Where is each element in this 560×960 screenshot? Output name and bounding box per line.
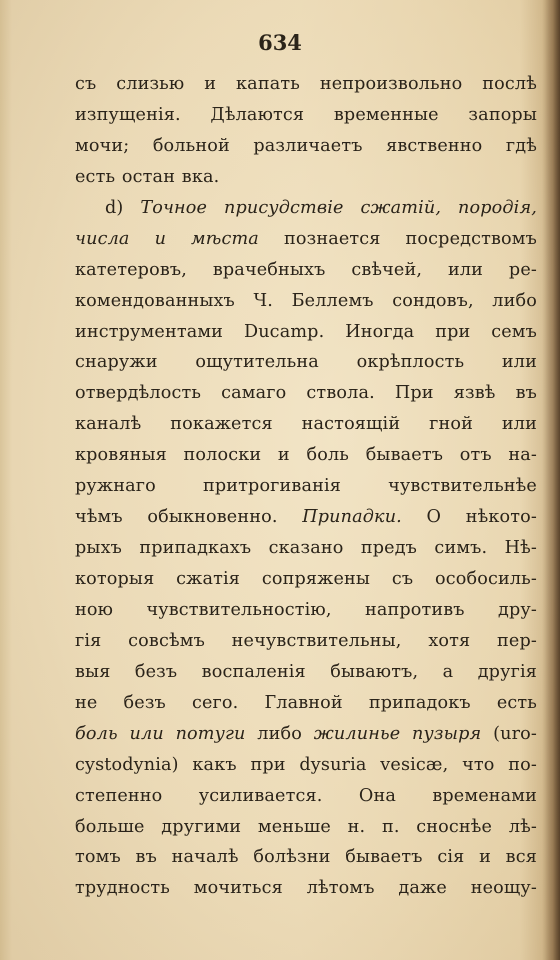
text-line (75, 595, 537, 626)
text-line (75, 162, 537, 193)
text-segment: каналѣ покажется настоящій гной или (75, 414, 537, 435)
text-line (75, 100, 537, 131)
text-line (75, 842, 537, 873)
text-line (75, 873, 537, 904)
text-segment: томъ въ началѣ болѣзни бываетъ сія и вся (75, 847, 537, 868)
text-segment: либо (245, 723, 314, 744)
text-line (75, 812, 537, 843)
text-segment: изпущенія. Дѣлаются временные запоры (75, 104, 537, 125)
text-line (75, 224, 537, 255)
text-line (75, 378, 537, 409)
text-segment: выя безъ воспаленія бываютъ, а другія (75, 661, 537, 682)
italic-text: Припадки. (302, 507, 402, 528)
text-line (75, 564, 537, 595)
text-line (75, 317, 537, 348)
text-segment: степенно усиливается. Она временами (75, 785, 537, 806)
text-segment: больше другими меньше н. п. сноснѣе лѣ- (75, 816, 537, 837)
text-line (75, 502, 537, 533)
text-segment: О нѣкото- (401, 507, 537, 528)
text-segment: cystodynia) какъ при dysuria vesicæ, что по- (75, 754, 537, 775)
text-segment: гія совсѣмъ нечувствительны, хотя пер- (75, 630, 537, 651)
text-line (75, 471, 537, 502)
text-line (75, 626, 537, 657)
text-line (75, 688, 537, 719)
text-segment: комендованныхъ Ч. Беллемъ сондовъ, либо (75, 290, 537, 311)
text-line (75, 286, 537, 317)
page-number: 634 (258, 30, 302, 55)
text-line (75, 533, 537, 564)
text-segment: рыхъ припадкахъ сказано предъ симъ. Нѣ- (75, 538, 537, 559)
text-segment: которыя сжатія сопряжены съ особосиль- (75, 569, 537, 589)
text-line (75, 347, 537, 378)
text-line (75, 781, 537, 812)
text-line (75, 440, 537, 471)
text-line (75, 750, 537, 781)
text-segment: чѣмъ обыкновенно. (75, 507, 303, 528)
text-segment: инструментами Ducamp. Иногда при семъ (75, 321, 537, 342)
text-line (75, 131, 537, 162)
text-line (75, 255, 537, 286)
text-line (75, 657, 537, 688)
text-segment: d) (105, 197, 141, 218)
text-segment: кровяныя полоски и боль бываетъ отъ на- (75, 445, 537, 466)
italic-text: боль или потуги (75, 723, 246, 744)
text-segment: съ слизью и капать непроизвольно послѣ (75, 74, 537, 94)
text-segment: познается посредствомъ (258, 228, 537, 249)
text-line (75, 719, 537, 750)
italic-text: числа и мѣста (75, 228, 259, 249)
italic-text: жилинье пузыря (313, 723, 482, 744)
text-segment: катетеровъ, врачебныхъ свѣчей, или ре- (75, 259, 537, 280)
body-text (75, 69, 537, 904)
text-segment: мочи; больной различаетъ явственно гдѣ (75, 135, 537, 156)
page-edge-shadow (542, 0, 560, 960)
text-line (75, 69, 537, 100)
text-line (75, 193, 537, 224)
italic-text: Точное присудствіе сжатій, породія, (140, 197, 537, 218)
text-segment: не безъ сего. Главной припадокъ есть (75, 692, 537, 713)
text-segment: ружнаго притрогиванія чувствительнѣе (75, 476, 537, 497)
text-segment: есть остан вка. (75, 166, 220, 187)
text-segment: (uro- (481, 723, 537, 744)
text-segment: отвердѣлость самаго ствола. При язвѣ въ (75, 383, 537, 404)
text-line (75, 409, 537, 440)
text-segment: трудность мочиться лѣтомъ даже неощу- (75, 878, 537, 899)
text-segment: снаружи ощутительна окрѣплость или (75, 352, 537, 373)
text-segment: ною чувствительностію, напротивъ дру- (75, 599, 537, 620)
